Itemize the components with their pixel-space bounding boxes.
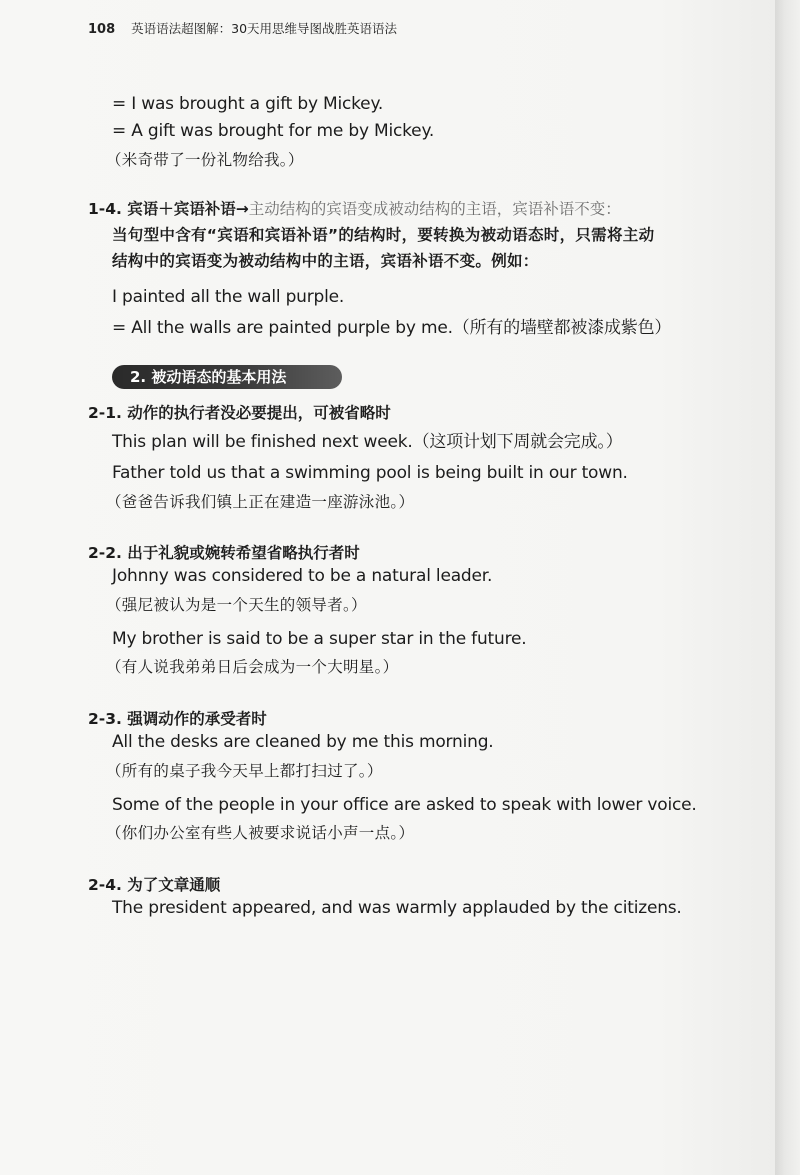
translation-line: （有人说我弟弟日后会成为一个大明星。） xyxy=(106,658,399,676)
running-header xyxy=(88,19,397,37)
description-line: 结构中的宾语变为被动结构中的主语，宾语补语不变。例如： xyxy=(112,252,539,270)
item-heading-1-4 xyxy=(88,197,621,219)
page-spine-shadow xyxy=(775,0,800,1175)
translation-line: （你们办公室有些人被要求说话小声一点。） xyxy=(106,824,415,842)
item-heading-2-3: 2-3. 强调动作的承受者时 xyxy=(88,710,267,728)
heading-label: 1-4. 宾语＋宾语补语→ xyxy=(88,200,249,218)
example-line: The president appeared, and was warmly applauded by the citizens. xyxy=(112,898,682,918)
example-line: This plan will be finished next week.（这项计划下周就会完成。） xyxy=(112,432,623,452)
example-line: Father told us that a swimming pool is being built in our town. xyxy=(112,463,628,483)
page-number: 108 xyxy=(88,22,116,37)
example-line: Some of the people in your office are asked to speak with lower voice. xyxy=(112,795,697,815)
translation-line: （所有的桌子我今天早上都打扫过了。） xyxy=(106,762,383,780)
translation-line: （米奇带了一份礼物给我。） xyxy=(106,151,304,169)
example-line: = All the walls are painted purple by me.（所有的墙壁都被漆成紫色） xyxy=(112,318,672,338)
translation-line: （爸爸告诉我们镇上正在建造一座游泳池。） xyxy=(106,493,415,511)
example-line: My brother is said to be a super star in the future. xyxy=(112,629,527,649)
description-line: 当句型中含有“宾语和宾语补语”的结构时，要转换为被动语态时，只需将主动 xyxy=(112,226,655,244)
example-line: Johnny was considered to be a natural leader. xyxy=(112,566,493,586)
item-heading-2-4: 2-4. 为了文章通顺 xyxy=(88,876,221,894)
example-line: = I was brought a gift by Mickey. xyxy=(112,94,384,114)
example-line: I painted all the wall purple. xyxy=(112,287,345,307)
item-heading-2-2: 2-2. 出于礼貌或婉转希望省略执行者时 xyxy=(88,544,360,562)
item-heading-2-1: 2-1. 动作的执行者没必要提出，可被省略时 xyxy=(88,404,391,422)
example-line: All the desks are cleaned by me this morning. xyxy=(112,732,494,752)
example-line: = A gift was brought for me by Mickey. xyxy=(112,121,435,141)
heading-text: 主动结构的宾语变成被动结构的主语，宾语补语不变： xyxy=(248,200,621,218)
translation-line: （强尼被认为是一个天生的领导者。） xyxy=(106,596,367,614)
section-badge: 2. 被动语态的基本用法 xyxy=(112,365,342,389)
running-title: 英语语法超图解：30天用思维导图战胜英语语法 xyxy=(131,21,398,36)
